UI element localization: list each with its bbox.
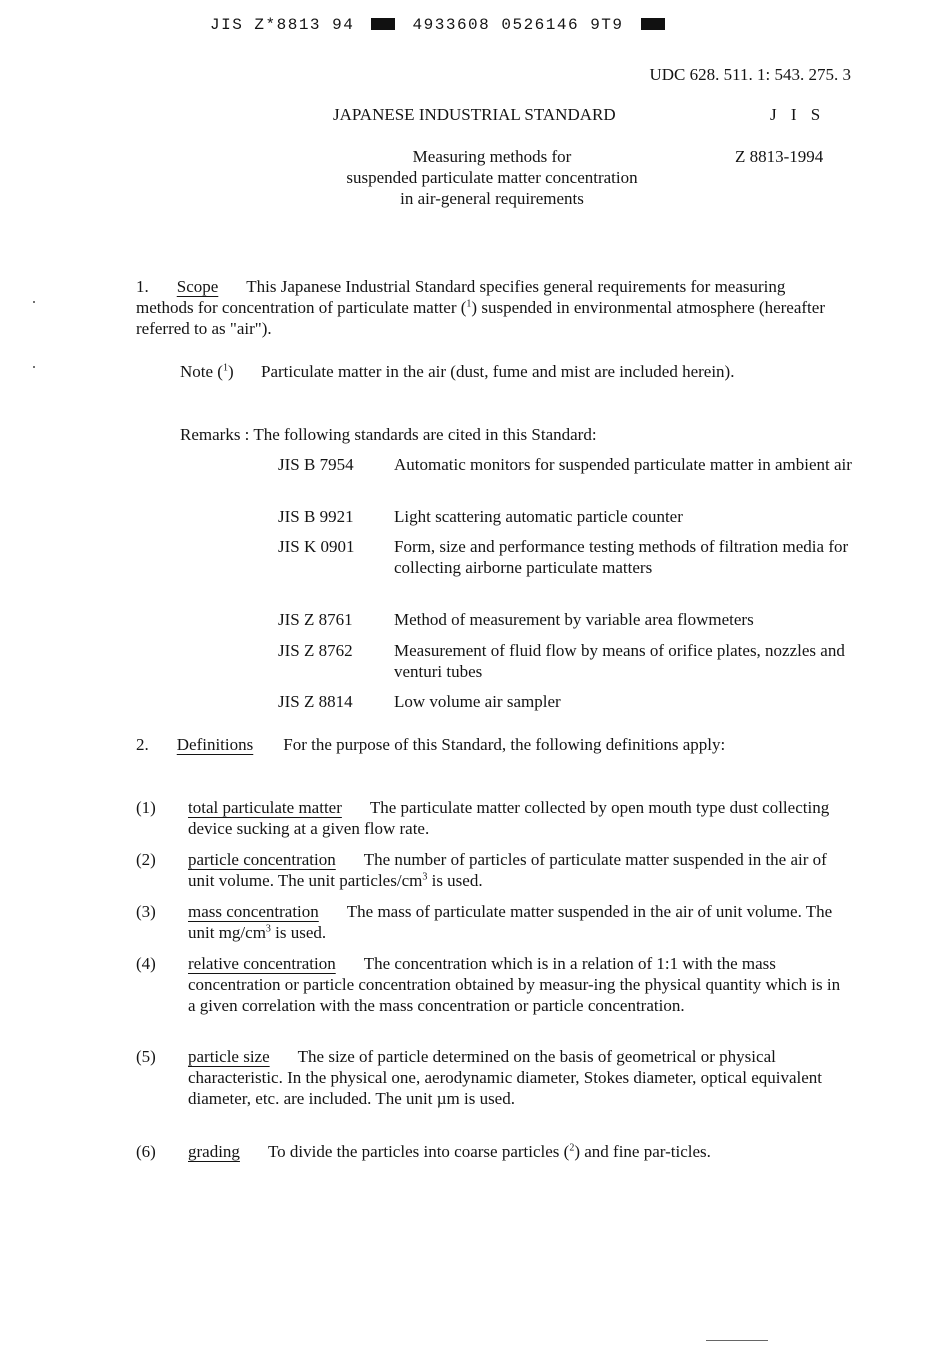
- note-ref: 1: [222, 362, 228, 374]
- definition-term: relative concentration: [188, 954, 336, 973]
- superscript: 2: [569, 1142, 575, 1154]
- block-mark-end: [641, 18, 665, 30]
- definition-term: particle size: [188, 1047, 270, 1066]
- organization-heading: JAPANESE INDUSTRIAL STANDARD: [333, 105, 616, 124]
- superscript: 3: [265, 923, 271, 935]
- definition-item: [188, 1046, 848, 1109]
- jis-mark: J I S: [770, 105, 826, 124]
- section-heading: Definitions: [176, 735, 254, 754]
- reference-title: Method of measurement by variable area flowmeters: [394, 610, 754, 629]
- reference-code: JIS B 7954: [278, 455, 354, 474]
- title-line: in air-general requirements: [400, 189, 584, 208]
- title-line: Measuring methods for: [412, 147, 572, 166]
- reference-title: Form, size and performance testing methods of filtration media for collecting airborne particulate matters: [394, 537, 849, 577]
- definition-term: mass concentration: [188, 902, 319, 921]
- section-heading: Scope: [176, 277, 219, 296]
- definitions-intro: For the purpose of this Standard, the following definitions apply:: [283, 735, 726, 754]
- reference-code: JIS Z 8814: [278, 692, 353, 711]
- reference-code: JIS B 9921: [278, 507, 354, 526]
- document-title: [285, 146, 699, 209]
- definition-number: (4): [136, 954, 156, 973]
- document-code-line: [210, 15, 671, 36]
- definition-text-end: is used.: [427, 871, 483, 890]
- note-label-text: Note (: [180, 362, 223, 381]
- definition-number: (6): [136, 1142, 156, 1161]
- definition-text: The size of particle determined on the basis of geometrical or physical characteristic. In the physical one, aerodynamic diameter, Stokes diameter, optical equivalent diameter, etc. are included. The unit µm is used.: [188, 1047, 822, 1108]
- margin-dot: [33, 301, 35, 303]
- definition-term: total particulate matter: [188, 798, 342, 817]
- definition-text: The number of particles of particulate matter suspended in the air of unit volume. The unit particles/cm: [188, 850, 827, 890]
- definition-number: (5): [136, 1047, 156, 1066]
- section-number: 2.: [136, 735, 149, 754]
- definition-number: (3): [136, 902, 156, 921]
- code-right-a: 4933608 0526146: [412, 16, 580, 34]
- reference-code: JIS Z 8761: [278, 610, 353, 629]
- definition-item: [188, 953, 848, 1016]
- definition-text: The concentration which is in a relation of 1:1 with the mass concentration or particle concentration obtained by measur-ing the physical quantity which is in a given correlation with the mass concentration or particle concentration.: [188, 954, 841, 1015]
- definition-text-end: is used.: [270, 923, 327, 942]
- definition-term: particle concentration: [188, 850, 336, 869]
- scope-text-a: This Japanese Industrial Standard specifies general requirements for measuring methods for concentration of particulate matter (: [136, 277, 786, 317]
- note-text: Particulate matter in the air (dust, fume and mist are included herein).: [261, 362, 735, 381]
- definition-text: The particulate matter collected by open mouth type dust collecting device sucking at a given flow rate.: [188, 798, 830, 838]
- definition-text-end: ) and fine par-ticles.: [574, 1142, 711, 1161]
- code-right-b: 9T9: [590, 16, 624, 34]
- section-number: 1.: [136, 277, 149, 296]
- definitions-paragraph: [136, 734, 846, 755]
- code-left: JIS Z*8813 94: [210, 16, 355, 34]
- reference-code: JIS K 0901: [278, 537, 355, 556]
- title-line: suspended particulate matter concentration: [346, 168, 638, 187]
- definition-term: grading: [188, 1142, 240, 1161]
- footer-rule: [706, 1340, 768, 1341]
- standard-number: Z 8813-1994: [735, 147, 824, 166]
- note-label: [180, 361, 234, 382]
- reference-title: Low volume air sampler: [394, 692, 561, 711]
- reference-title: Automatic monitors for suspended particulate matter in ambient air: [394, 455, 852, 474]
- scope-text-b: ) suspended in environmental atmosphere (hereafter referred to as "air").: [136, 298, 825, 338]
- block-mark: [371, 18, 395, 30]
- definition-text: The mass of particulate matter suspended in the air of unit volume. The unit mg/cm: [188, 902, 833, 942]
- definition-item: [188, 849, 848, 891]
- definition-text: To divide the particles into coarse particles (: [267, 1142, 570, 1161]
- scope-paragraph: [136, 276, 846, 339]
- definition-number: (1): [136, 798, 156, 817]
- definition-number: (2): [136, 850, 156, 869]
- superscript: 3: [422, 871, 428, 883]
- remarks-intro: Remarks : The following standards are cited in this Standard:: [180, 425, 597, 444]
- definition-item: [188, 1141, 818, 1162]
- reference-title: Measurement of fluid flow by means of orifice plates, nozzles and venturi tubes: [394, 641, 845, 681]
- note-label-end: ): [227, 362, 234, 381]
- footnote-ref: 1: [466, 298, 472, 310]
- reference-code: JIS Z 8762: [278, 641, 353, 660]
- reference-title: Light scattering automatic particle counter: [394, 507, 683, 526]
- definition-item: [188, 901, 848, 943]
- definition-item: [188, 797, 848, 839]
- udc-number: UDC 628. 511. 1: 543. 275. 3: [649, 65, 851, 84]
- margin-dot: [33, 366, 35, 368]
